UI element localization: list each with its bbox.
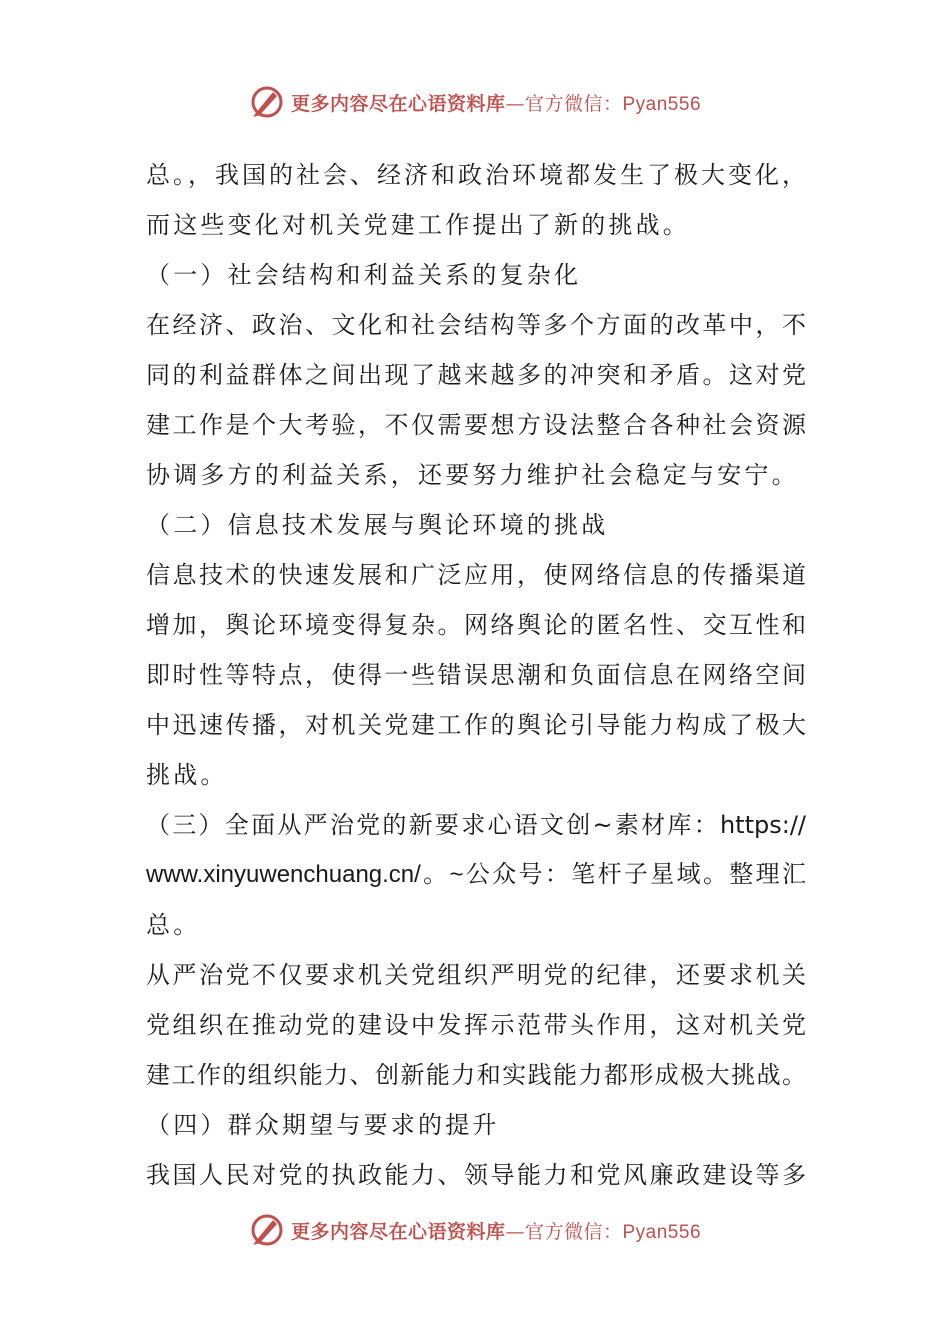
document-body — [146, 150, 806, 1200]
body-line: 增加，舆论环境变得复杂。网络舆论的匿名性、交互性和 — [146, 611, 806, 639]
watermark-contact-id: Pyan556 — [622, 1221, 702, 1243]
pen-circle-icon — [249, 1212, 285, 1248]
watermark-dash: — — [505, 92, 525, 115]
watermark-text — [291, 89, 701, 116]
watermark-text — [291, 1217, 701, 1244]
body-line: 协调多方的利益关系，还要努力维护社会稳定与安宁。 — [146, 461, 799, 489]
watermark-brand: 更多内容尽在心语资料库 — [290, 1220, 506, 1243]
body-line: 建工作的组织能力、创新能力和实践能力都形成极大挑战。 — [146, 1061, 806, 1089]
watermark-brand: 更多内容尽在心语资料库 — [290, 92, 506, 115]
header-watermark — [0, 80, 950, 124]
section-heading: （一）社会结构和利益关系的复杂化 — [146, 261, 582, 289]
body-line: www.xinyuwenchuang.cn/。~公众号：笔杆子星域。整理汇 — [146, 861, 806, 888]
body-line: 而这些变化对机关党建工作提出了新的挑战。 — [146, 211, 690, 239]
watermark-contact-label: 官方微信： — [524, 1220, 623, 1243]
watermark-contact-id: Pyan556 — [622, 93, 702, 115]
body-line: 总。，我国的社会、经济和政治环境都发生了极大变化， — [146, 161, 806, 189]
section-heading: （二）信息技术发展与舆论环境的挑战 — [146, 511, 609, 539]
body-line: 在经济、政治、文化和社会结构等多个方面的改革中，不 — [146, 311, 806, 339]
body-line: 党组织在推动党的建设中发挥示范带头作用，这对机关党 — [146, 1011, 806, 1039]
watermark-dash: — — [505, 1220, 525, 1243]
body-line: 挑战。 — [146, 761, 228, 789]
footer-watermark — [0, 1208, 950, 1252]
body-line: 总。 — [146, 911, 201, 939]
body-line: 从严治党不仅要求机关党组织严明党的纪律，还要求机关 — [146, 961, 806, 989]
section-heading: （三）全面从严治党的新要求心语文创~素材库：https:// — [146, 811, 806, 839]
pen-circle-icon — [249, 84, 285, 120]
watermark-contact-label: 官方微信： — [524, 92, 623, 115]
body-line: 即时性等特点，使得一些错误思潮和负面信息在网络空间 — [146, 661, 806, 689]
section-heading: （四）群众期望与要求的提升 — [146, 1111, 500, 1139]
body-line: 建工作是个大考验，不仅需要想方设法整合各种社会资源 — [146, 411, 806, 439]
body-line: 中迅速传播，对机关党建工作的舆论引导能力构成了极大 — [146, 711, 806, 739]
body-line: 我国人民对党的执政能力、领导能力和党风廉政建设等多 — [146, 1161, 806, 1189]
body-line: 同的利益群体之间出现了越来越多的冲突和矛盾。这对党 — [146, 361, 806, 389]
body-line: 信息技术的快速发展和广泛应用，使网络信息的传播渠道 — [146, 561, 806, 589]
